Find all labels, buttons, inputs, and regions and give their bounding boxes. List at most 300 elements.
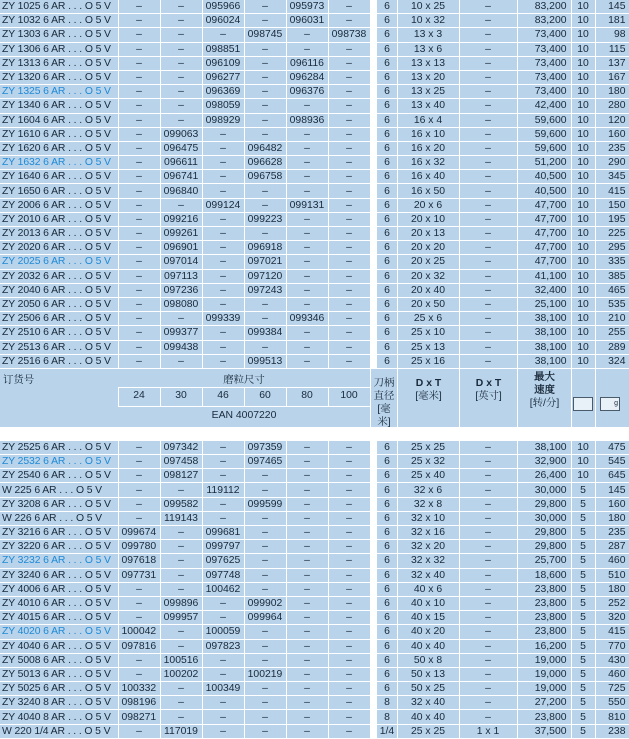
pack-quantity: 10 [571, 340, 595, 354]
ean-code: – [286, 554, 328, 568]
weight: 475 [595, 441, 629, 455]
ean-code: – [328, 540, 370, 554]
ean-code: – [202, 354, 244, 368]
ean-code: – [328, 283, 370, 297]
max-speed: 59,600 [517, 113, 571, 127]
shank-diameter: 6 [377, 170, 397, 184]
pack-quantity: 10 [571, 227, 595, 241]
column-gap [370, 14, 377, 28]
grit-80-header: 80 [301, 389, 313, 401]
max-speed: 19,000 [517, 667, 571, 681]
max-speed: 16,200 [517, 639, 571, 653]
ean-code: – [286, 724, 328, 738]
max-speed: 47,700 [517, 227, 571, 241]
pack-quantity: 5 [571, 625, 595, 639]
ean-code: – [244, 184, 286, 198]
shank-diameter: 6 [377, 667, 397, 681]
dimension-mm: 25 x 16 [397, 354, 459, 368]
order-number: ZY 3240 6 AR . . . O 5 V [0, 568, 118, 582]
weight: 460 [595, 554, 629, 568]
ean-code: – [286, 297, 328, 311]
ean-code: – [286, 625, 328, 639]
ean-code: 097021 [244, 255, 286, 269]
ean-code: – [118, 241, 160, 255]
pack-quantity: 5 [571, 611, 595, 625]
max-speed: 26,400 [517, 469, 571, 483]
ean-code: – [328, 611, 370, 625]
dimension-inch: – [459, 212, 517, 226]
ean-code: 100202 [160, 667, 202, 681]
table-row [0, 653, 629, 667]
shank-diameter: 6 [377, 582, 397, 596]
product-table-bottom [0, 441, 629, 739]
ean-code: 099902 [244, 596, 286, 610]
column-gap [370, 283, 377, 297]
ean-code: 097458 [160, 455, 202, 469]
shank-diameter: 6 [377, 326, 397, 340]
weight: 324 [595, 354, 629, 368]
table-row [0, 85, 629, 99]
table-row [0, 113, 629, 127]
max-speed: 47,700 [517, 198, 571, 212]
weight: 115 [595, 42, 629, 56]
max-speed: 23,800 [517, 582, 571, 596]
ean-code: – [286, 455, 328, 469]
dimension-mm: 40 x 40 [397, 639, 459, 653]
max-speed: 42,400 [517, 99, 571, 113]
shank-diameter: 6 [377, 212, 397, 226]
ean-code: 100042 [118, 625, 160, 639]
ean-code: – [328, 184, 370, 198]
column-gap [370, 42, 377, 56]
pack-quantity: 5 [571, 596, 595, 610]
ean-code: 096611 [160, 156, 202, 170]
pack-quantity: 5 [571, 710, 595, 724]
ean-code: – [160, 696, 202, 710]
column-gap [370, 696, 377, 710]
grit-30-header: 30 [175, 389, 187, 401]
weight: 120 [595, 113, 629, 127]
weight: 290 [595, 156, 629, 170]
order-number: ZY 3220 6 AR . . . O 5 V [0, 540, 118, 554]
shank-diameter: 6 [377, 85, 397, 99]
order-number: ZY 1032 6 AR . . . O 5 V [0, 14, 118, 28]
max-speed: 30,000 [517, 483, 571, 497]
weight: 137 [595, 56, 629, 70]
dimension-mm: 20 x 13 [397, 227, 459, 241]
pack-quantity: 10 [571, 283, 595, 297]
max-speed: 38,100 [517, 326, 571, 340]
weight: 252 [595, 596, 629, 610]
table-row [0, 127, 629, 141]
ean-code: – [244, 625, 286, 639]
weight: 510 [595, 568, 629, 582]
max-speed: 18,600 [517, 568, 571, 582]
dimension-inch: – [459, 141, 517, 155]
dimension-mm: 16 x 4 [397, 113, 459, 127]
shank-diameter: 6 [377, 441, 397, 455]
dimension-inch: – [459, 653, 517, 667]
ean-code: – [328, 227, 370, 241]
ean-code: – [202, 667, 244, 681]
ean-code: – [286, 511, 328, 525]
dimension-mm: 10 x 32 [397, 14, 459, 28]
ean-code: – [202, 441, 244, 455]
order-number: ZY 4006 6 AR . . . O 5 V [0, 582, 118, 596]
table-row [0, 483, 629, 497]
ean-code: – [328, 127, 370, 141]
ean-code: 098851 [202, 42, 244, 56]
dimension-inch: – [459, 710, 517, 724]
ean-code: – [244, 568, 286, 582]
grit-size-header: 磨粒尺寸 [223, 374, 265, 386]
dimension-inch: – [459, 156, 517, 170]
dimension-inch: – [459, 0, 517, 14]
order-number: ZY 4010 6 AR . . . O 5 V [0, 596, 118, 610]
ean-code: 119143 [160, 511, 202, 525]
ean-code: – [118, 141, 160, 155]
dimension-mm: 13 x 20 [397, 70, 459, 84]
weight-icon: g [600, 397, 620, 411]
shank-diameter: 6 [377, 255, 397, 269]
ean-code: – [202, 184, 244, 198]
ean-code: – [202, 326, 244, 340]
shank-diameter: 6 [377, 639, 397, 653]
weight: 180 [595, 85, 629, 99]
ean-code: 098059 [202, 99, 244, 113]
order-number: ZY 3232 6 AR . . . O 5 V [0, 554, 118, 568]
column-gap [370, 497, 377, 511]
ean-code: 099377 [160, 326, 202, 340]
table-row [0, 696, 629, 710]
dimension-inch: – [459, 455, 517, 469]
shank-diameter: 6 [377, 70, 397, 84]
shank-diameter: 6 [377, 99, 397, 113]
table-row [0, 497, 629, 511]
max-speed: 25,100 [517, 297, 571, 311]
dimension-mm: 20 x 40 [397, 283, 459, 297]
pack-quantity: 5 [571, 554, 595, 568]
dimension-inch: – [459, 170, 517, 184]
dimension-inch: – [459, 483, 517, 497]
dimension-mm: 25 x 40 [397, 469, 459, 483]
column-gap [370, 241, 377, 255]
shank-diameter: 6 [377, 455, 397, 469]
dimension-mm: 25 x 6 [397, 312, 459, 326]
dimension-mm: 13 x 13 [397, 56, 459, 70]
dimension-inch: – [459, 354, 517, 368]
ean-code: – [202, 710, 244, 724]
ean-code: – [286, 340, 328, 354]
top-rows [0, 0, 629, 368]
ean-code: – [328, 212, 370, 226]
ean-code: – [160, 70, 202, 84]
ean-code: – [160, 312, 202, 326]
weight: 430 [595, 653, 629, 667]
table-row [0, 554, 629, 568]
dimension-inch: – [459, 667, 517, 681]
ean-code: 098127 [160, 469, 202, 483]
order-number: ZY 1303 6 AR . . . O 5 V [0, 28, 118, 42]
order-number: ZY 5013 6 AR . . . O 5 V [0, 667, 118, 681]
table-row [0, 710, 629, 724]
ean-code: – [286, 99, 328, 113]
max-speed: 59,600 [517, 127, 571, 141]
column-gap [370, 354, 377, 368]
weight: 225 [595, 227, 629, 241]
table-row [0, 568, 629, 582]
table-row [0, 312, 629, 326]
ean-code: – [160, 710, 202, 724]
ean-code: – [202, 283, 244, 297]
ean-code: – [328, 582, 370, 596]
order-number: ZY 2050 6 AR . . . O 5 V [0, 297, 118, 311]
ean-code: – [118, 283, 160, 297]
ean-code: 095966 [202, 0, 244, 14]
dimension-mm: 20 x 50 [397, 297, 459, 311]
dimension-mm: 16 x 40 [397, 170, 459, 184]
shank-diameter: 6 [377, 56, 397, 70]
shank-diameter: 6 [377, 269, 397, 283]
ean-code: – [286, 682, 328, 696]
ean-code: – [244, 297, 286, 311]
dimension-mm: 32 x 6 [397, 483, 459, 497]
order-number: ZY 3208 6 AR . . . O 5 V [0, 497, 118, 511]
order-number: ZY 1325 6 AR . . . O 5 V [0, 85, 118, 99]
weight: 167 [595, 70, 629, 84]
ean-code: – [328, 710, 370, 724]
shank-diameter: 6 [377, 483, 397, 497]
table-row [0, 596, 629, 610]
max-speed: 38,100 [517, 354, 571, 368]
ean-code: – [118, 85, 160, 99]
ean-code: – [118, 582, 160, 596]
ean-code: 096741 [160, 170, 202, 184]
max-speed: 19,000 [517, 653, 571, 667]
ean-code: – [160, 198, 202, 212]
dimension-mm: 32 x 40 [397, 696, 459, 710]
pack-quantity: 10 [571, 14, 595, 28]
ean-code: – [286, 653, 328, 667]
dimension-mm: 16 x 50 [397, 184, 459, 198]
column-gap [370, 554, 377, 568]
ean-code: – [160, 682, 202, 696]
dimension-mm: 13 x 3 [397, 28, 459, 42]
order-number: ZY 5008 6 AR . . . O 5 V [0, 653, 118, 667]
max-speed: 41,100 [517, 269, 571, 283]
ean-code: – [118, 326, 160, 340]
pack-quantity: 10 [571, 99, 595, 113]
ean-code: 099131 [286, 198, 328, 212]
ean-code: – [286, 483, 328, 497]
max-speed: 83,200 [517, 0, 571, 14]
weight: 160 [595, 127, 629, 141]
column-gap [370, 85, 377, 99]
ean-code: – [328, 682, 370, 696]
ean-code: – [202, 724, 244, 738]
ean-code: 100219 [244, 667, 286, 681]
ean-code: 096284 [286, 70, 328, 84]
dimension-mm: 50 x 25 [397, 682, 459, 696]
weight: 460 [595, 667, 629, 681]
ean-code: – [118, 611, 160, 625]
column-gap [370, 653, 377, 667]
order-number: ZY 2010 6 AR . . . O 5 V [0, 212, 118, 226]
ean-code: 095973 [286, 0, 328, 14]
dimension-mm: 10 x 25 [397, 0, 459, 14]
weight: 235 [595, 141, 629, 155]
shank-diameter: 6 [377, 156, 397, 170]
column-gap [370, 540, 377, 554]
ean-code: 099681 [202, 526, 244, 540]
dimension-mm: 25 x 25 [397, 441, 459, 455]
ean-code: – [160, 540, 202, 554]
ean-code: – [244, 724, 286, 738]
dimension-mm: 40 x 20 [397, 625, 459, 639]
dimension-inch: – [459, 326, 517, 340]
ean-code: – [244, 469, 286, 483]
ean-code: 096758 [244, 170, 286, 184]
ean-code: 117019 [160, 724, 202, 738]
dimension-inch: – [459, 56, 517, 70]
dimension-inch: – [459, 582, 517, 596]
max-speed: 73,400 [517, 70, 571, 84]
pack-quantity: 10 [571, 255, 595, 269]
weight: 160 [595, 497, 629, 511]
table-row [0, 99, 629, 113]
dimension-inch: – [459, 255, 517, 269]
ean-code: – [328, 241, 370, 255]
pack-quantity: 10 [571, 441, 595, 455]
ean-code: – [118, 14, 160, 28]
ean-code: – [286, 227, 328, 241]
max-speed: 32,400 [517, 283, 571, 297]
pack-quantity: 10 [571, 312, 595, 326]
order-number: ZY 2006 6 AR . . . O 5 V [0, 198, 118, 212]
pack-quantity: 5 [571, 483, 595, 497]
ean-code: – [202, 611, 244, 625]
shank-diameter: 6 [377, 611, 397, 625]
shank-diameter: 6 [377, 241, 397, 255]
dimension-inch: – [459, 639, 517, 653]
dimension-inch: – [459, 14, 517, 28]
ean-code: – [118, 469, 160, 483]
order-number: ZY 2020 6 AR . . . O 5 V [0, 241, 118, 255]
ean-code: 097816 [118, 639, 160, 653]
pack-quantity: 5 [571, 667, 595, 681]
ean-code: 096628 [244, 156, 286, 170]
max-speed: 47,700 [517, 241, 571, 255]
dimension-inch: – [459, 283, 517, 297]
ean-code: – [244, 511, 286, 525]
ean-code: – [328, 596, 370, 610]
ean-code: 098196 [118, 696, 160, 710]
table-row [0, 156, 629, 170]
order-number: ZY 1632 6 AR . . . O 5 V [0, 156, 118, 170]
dimension-inch: – [459, 497, 517, 511]
dimension-inch: – [459, 127, 517, 141]
ean-code: 097465 [244, 455, 286, 469]
max-speed: 38,100 [517, 312, 571, 326]
shank-diameter: 6 [377, 283, 397, 297]
shank-diameter: 6 [377, 340, 397, 354]
column-gap [370, 682, 377, 696]
product-table-top [0, 0, 629, 369]
order-number: ZY 2040 6 AR . . . O 5 V [0, 283, 118, 297]
max-speed: 23,800 [517, 596, 571, 610]
dimension-inch: – [459, 696, 517, 710]
weight: 145 [595, 483, 629, 497]
ean-code: – [244, 554, 286, 568]
dimension-mm: 40 x 6 [397, 582, 459, 596]
shank-diameter: 6 [377, 511, 397, 525]
max-speed: 40,500 [517, 184, 571, 198]
ean-code: 096024 [202, 14, 244, 28]
dimension-mm: 32 x 16 [397, 526, 459, 540]
weight: 320 [595, 611, 629, 625]
ean-code: – [328, 639, 370, 653]
ean-code: – [118, 127, 160, 141]
max-speed: 30,000 [517, 511, 571, 525]
shank-diameter: 6 [377, 42, 397, 56]
dimension-inch: – [459, 625, 517, 639]
weight: 180 [595, 582, 629, 596]
shank-diameter: 6 [377, 0, 397, 14]
weight: 287 [595, 540, 629, 554]
ean-code: – [328, 198, 370, 212]
ean-code: – [160, 85, 202, 99]
ean-code: – [118, 441, 160, 455]
dimension-mm: 40 x 15 [397, 611, 459, 625]
table-row [0, 141, 629, 155]
shank-diameter: 6 [377, 141, 397, 155]
pack-quantity: 5 [571, 682, 595, 696]
pack-quantity: 10 [571, 56, 595, 70]
ean-code: – [118, 497, 160, 511]
dimension-mm: 50 x 8 [397, 653, 459, 667]
weight: 180 [595, 511, 629, 525]
dimension-inch: – [459, 568, 517, 582]
ean-code: – [244, 653, 286, 667]
weight: 145 [595, 0, 629, 14]
dimension-mm: 13 x 40 [397, 99, 459, 113]
ean-code: 098738 [328, 28, 370, 42]
ean-code: 099438 [160, 340, 202, 354]
ean-code: – [202, 455, 244, 469]
table-row [0, 42, 629, 56]
ean-code: – [118, 170, 160, 184]
ean-code: – [328, 653, 370, 667]
table-row [0, 469, 629, 483]
column-gap [370, 710, 377, 724]
table-row [0, 297, 629, 311]
order-number: ZY 4040 8 AR . . . O 5 V [0, 710, 118, 724]
order-number: ZY 2032 6 AR . . . O 5 V [0, 269, 118, 283]
column-gap [370, 483, 377, 497]
ean-code: – [118, 511, 160, 525]
table-row [0, 639, 629, 653]
table-row [0, 70, 629, 84]
order-number: ZY 2510 6 AR . . . O 5 V [0, 326, 118, 340]
shank-diameter: 6 [377, 354, 397, 368]
ean-code: – [202, 212, 244, 226]
max-speed: 51,200 [517, 156, 571, 170]
ean-code: 096918 [244, 241, 286, 255]
table-header [0, 369, 629, 427]
ean-code: 100059 [202, 625, 244, 639]
table-row [0, 340, 629, 354]
table-row [0, 255, 629, 269]
